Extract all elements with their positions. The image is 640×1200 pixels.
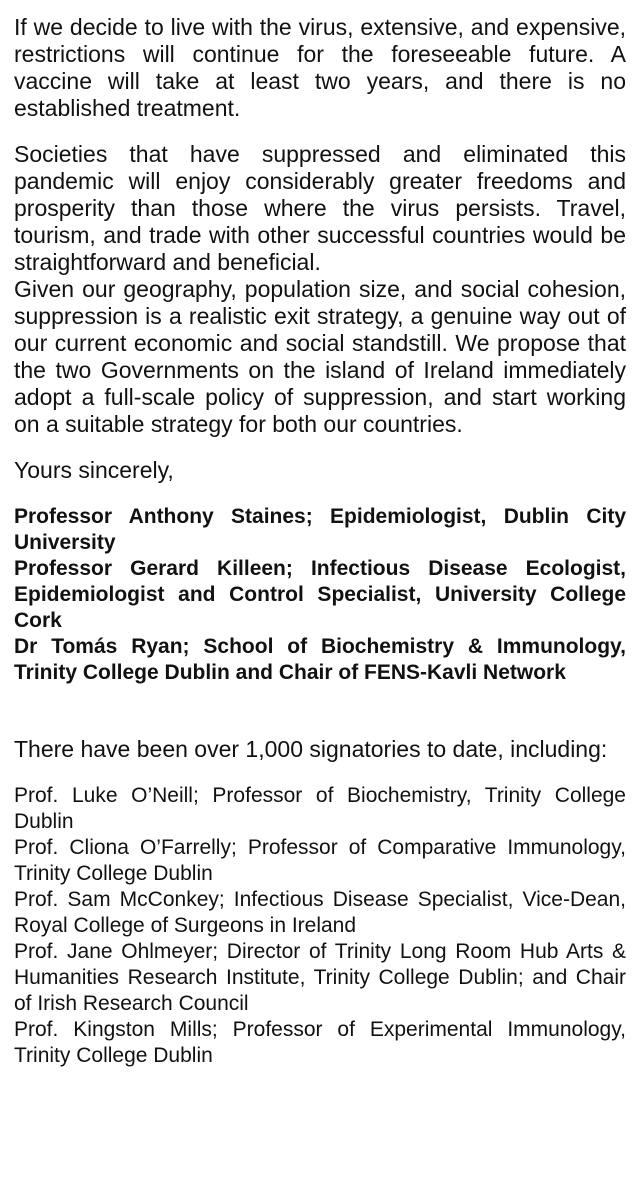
author-entry: Dr Tomás Ryan; School of Biochemistry & Immunology, Trinity College Dublin and Chair of FENS-Kavli Network xyxy=(14,635,626,684)
author-entry: Professor Gerard Killeen; Infectious Disease Ecologist, Epidemiologist and Control Specialist, University College Cork xyxy=(14,557,626,632)
letter-closing: Yours sincerely, xyxy=(14,457,174,483)
letter-paragraph: Given our geography, population size, and social cohesion, suppression is a realistic exit strategy, a genuine way out of our current economic and social standstill. We propose that the two Governments on the island of Ireland immediately adopt a full-scale policy of suppression, and start working on a suitable strategy for both our countries. xyxy=(14,276,626,437)
letter-page xyxy=(14,14,626,1069)
letter-paragraph: Societies that have suppressed and eliminated this pandemic will enjoy considerably greater freedoms and prosperity than those where the virus persists. Travel, tourism, and trade with other successful countries would be straightforward and beneficial. xyxy=(14,141,626,275)
signatory-entry: Prof. Jane Ohlmeyer; Director of Trinity Long Room Hub Arts & Humanities Research Institute, Trinity College Dublin; and Chair of Irish Research Council xyxy=(14,940,626,1015)
signatory-entry: Prof. Sam McConkey; Infectious Disease Specialist, Vice-Dean, Royal College of Surgeons in Ireland xyxy=(14,888,626,937)
letter-paragraph: If we decide to live with the virus, extensive, and expensive, restrictions will continue for the foreseeable future. A vaccine will take at least two years, and there is no established treatment. xyxy=(14,14,626,121)
section-spacer xyxy=(14,686,626,736)
signatory-entry: Prof. Cliona O’Farrelly; Professor of Comparative Immunology, Trinity College Dublin xyxy=(14,836,626,885)
signatory-list xyxy=(14,783,626,1069)
signatories-intro: There have been over 1,000 signatories to date, including: xyxy=(14,736,608,762)
author-entry: Professor Anthony Staines; Epidemiologist, Dublin City University xyxy=(14,505,626,554)
signatory-entry: Prof. Luke O’Neill; Professor of Biochemistry, Trinity College Dublin xyxy=(14,784,626,833)
signatory-entry: Prof. Kingston Mills; Professor of Experimental Immunology, Trinity College Dublin xyxy=(14,1018,626,1067)
author-list xyxy=(14,504,626,686)
